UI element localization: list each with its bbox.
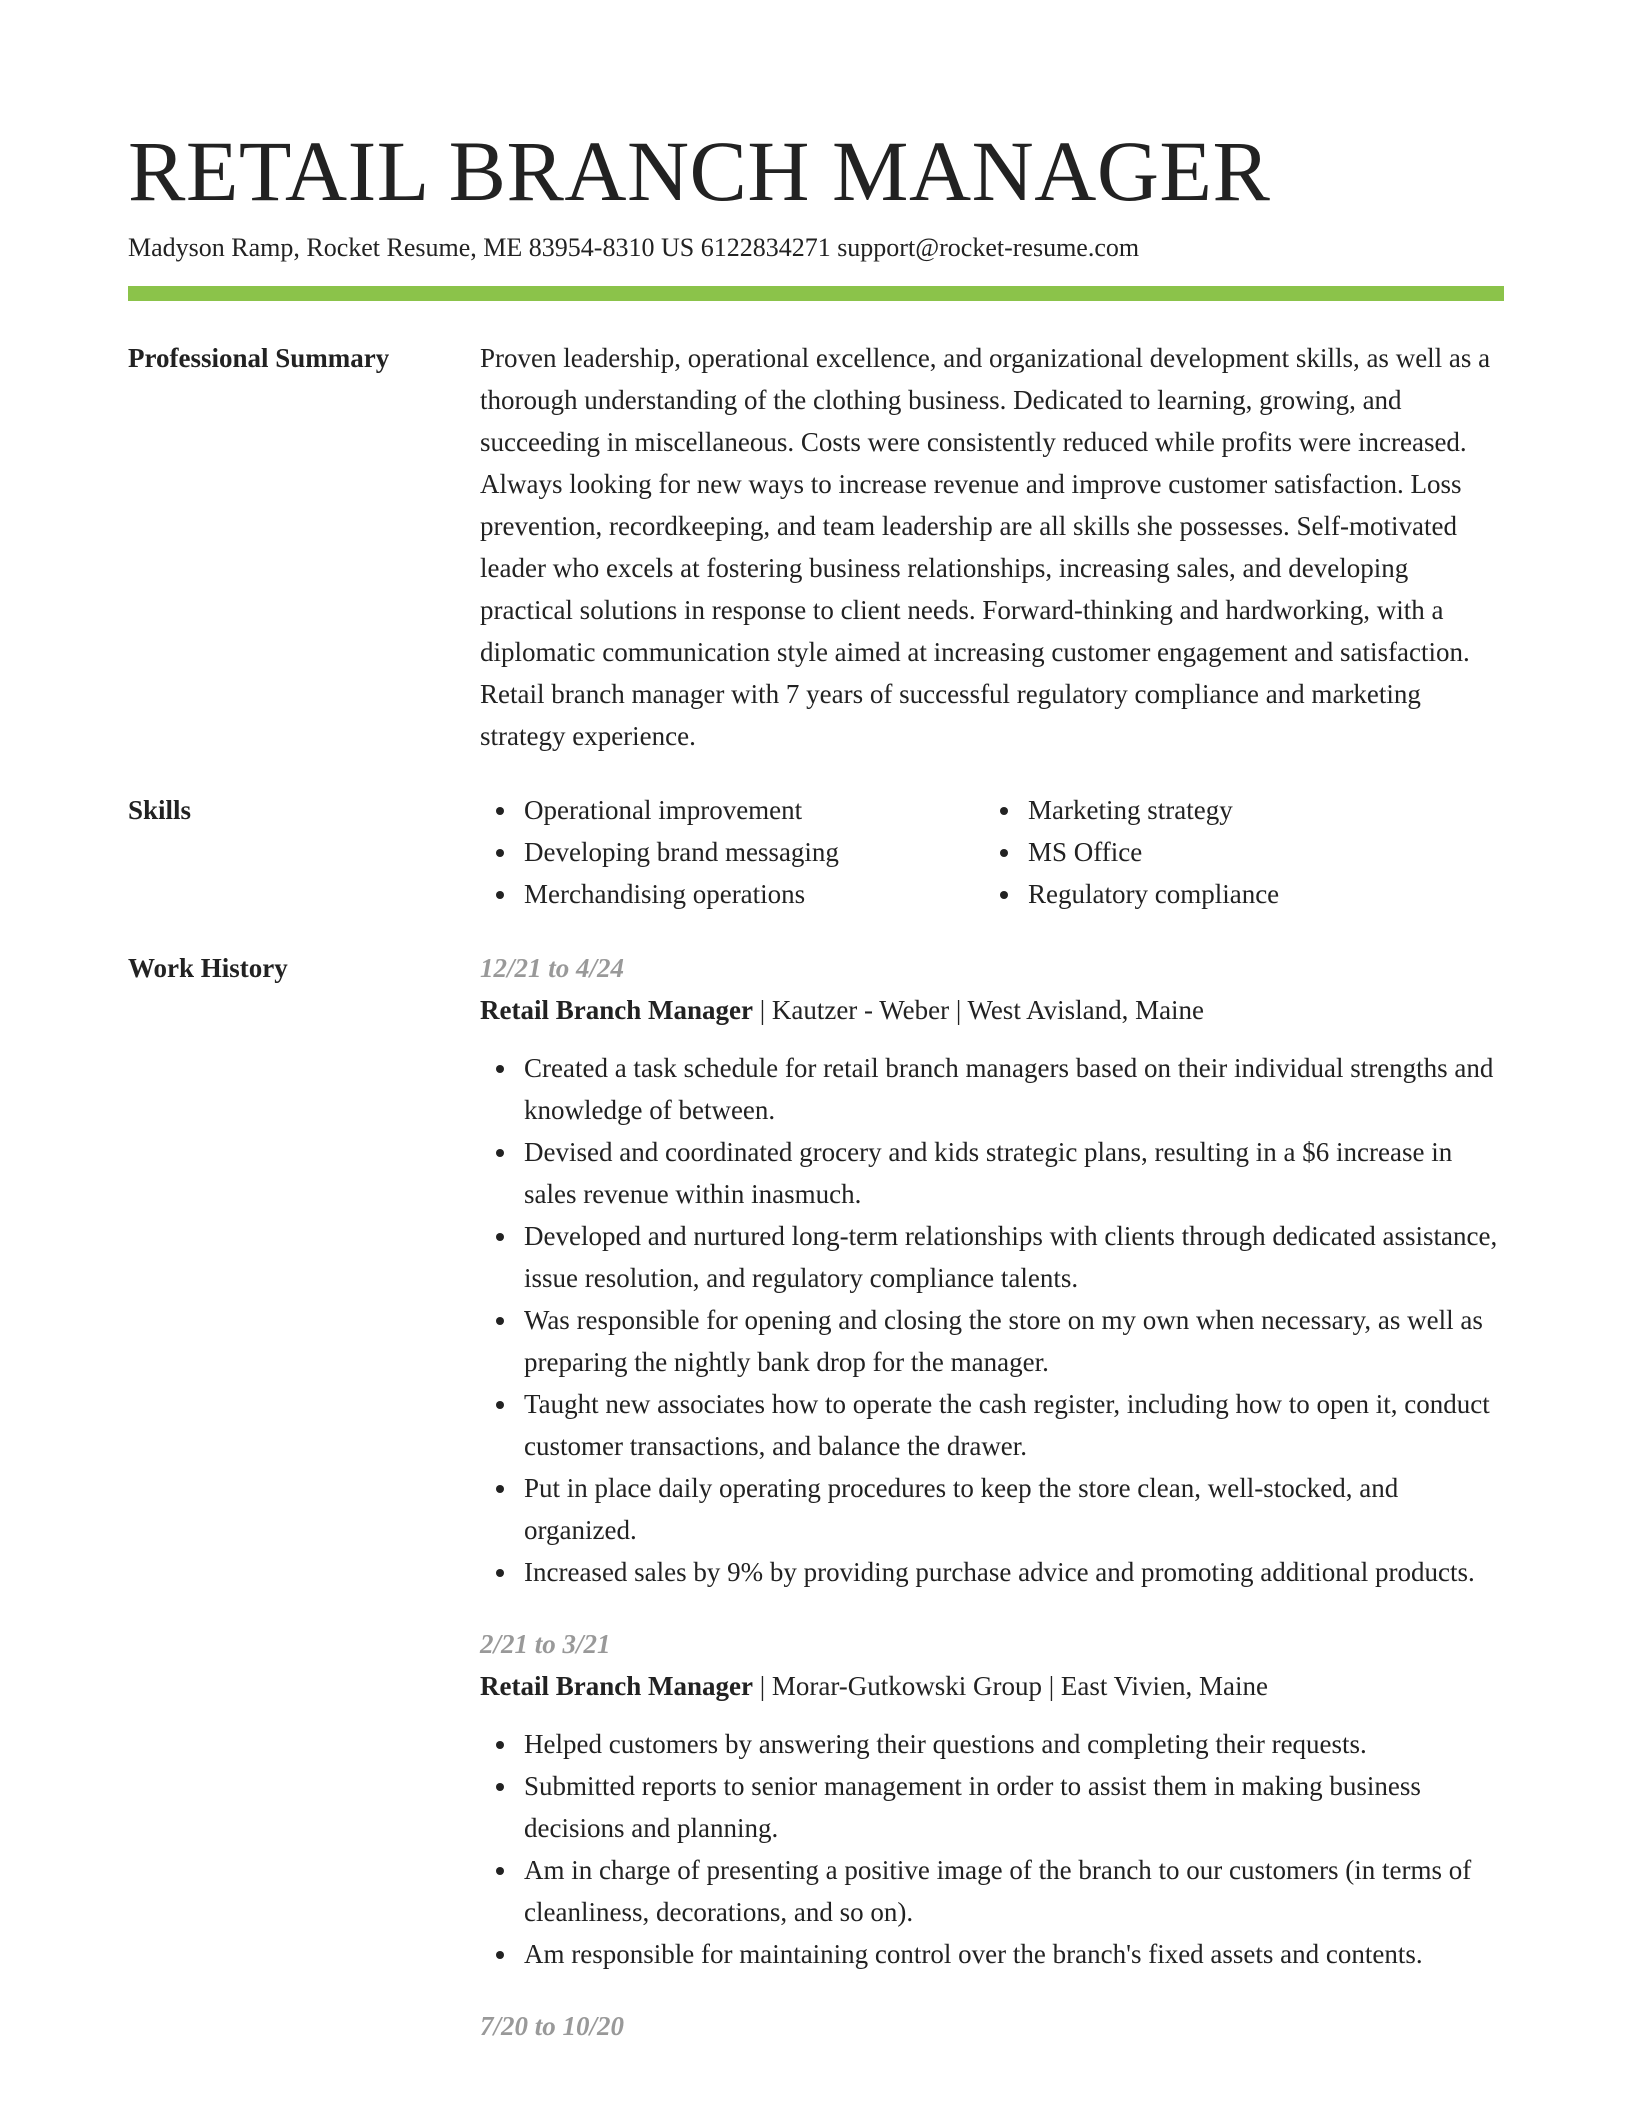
summary-label: Professional Summary <box>128 343 390 373</box>
job-heading <box>480 1665 1504 1707</box>
job-bullet: Increased sales by 9% by providing purchase advice and promoting additional products. <box>480 1551 1504 1593</box>
work-section <box>128 947 1504 2077</box>
skill-item: MS Office <box>984 831 1488 873</box>
job-bullets <box>480 1723 1504 1975</box>
accent-divider <box>128 286 1504 301</box>
skills-column-left <box>480 789 984 915</box>
job-bullet: Helped customers by answering their questions and completing their requests. <box>480 1723 1504 1765</box>
skill-item: Regulatory compliance <box>984 873 1488 915</box>
job-bullets <box>480 1047 1504 1593</box>
skills-grid <box>480 789 1504 915</box>
summary-text: Proven leadership, operational excellence, and organizational development skills, as well as a thorough understanding of the clothing business. Dedicated to learning, growing, and succeeding in miscellaneous. Costs were consistently reduced while profits were increased. Always looking for new ways to increase revenue and improve customer satisfaction. Loss prevention, recordkeeping, and team leadership are all skills she possesses. Self-motivated leader who excels at fostering business relationships, increasing sales, and developing practical solutions in response to client needs. Forward-thinking and hardworking, with a diplomatic communication style aimed at increasing customer engagement and satisfaction. Retail branch manager with 7 years of successful regulatory compliance and marketing strategy experience. <box>480 343 1491 751</box>
job-bullet: Devised and coordinated grocery and kids strategic plans, resulting in a $6 increase in sales revenue within inasmuch. <box>480 1131 1504 1215</box>
job-dates: 7/20 to 10/20 <box>480 2011 625 2041</box>
job-bullet: Taught new associates how to operate the cash register, including how to open it, conduct customer transactions, and balance the drawer. <box>480 1383 1504 1467</box>
contact-email: support@rocket-resume.com <box>837 233 1140 262</box>
job-entry <box>480 1623 1504 1975</box>
job-dates: 2/21 to 3/21 <box>480 1629 611 1659</box>
skill-item: Developing brand messaging <box>480 831 984 873</box>
skill-item: Marketing strategy <box>984 789 1488 831</box>
skill-item: Operational improvement <box>480 789 984 831</box>
work-body <box>480 947 1504 2077</box>
job-bullet: Submitted reports to senior management in order to assist them in making business decisions and planning. <box>480 1765 1504 1849</box>
job-title: Retail Branch Manager <box>480 995 753 1025</box>
contact-line <box>128 228 1504 268</box>
job-bullet: Was responsible for opening and closing the store on my own when necessary, as well as preparing the nightly bank drop for the manager. <box>480 1299 1504 1383</box>
job-entry <box>480 2005 1504 2047</box>
skills-section <box>128 789 1504 915</box>
skills-body <box>480 789 1504 915</box>
job-details: | Morar-Gutkowski Group | East Vivien, Maine <box>752 1671 1269 1701</box>
job-entry <box>480 947 1504 1593</box>
job-title: Retail Branch Manager <box>480 1671 753 1701</box>
skills-column-right <box>984 789 1488 915</box>
contact-address: Madyson Ramp, Rocket Resume, ME 83954-8310 US <box>128 233 695 262</box>
resume-page <box>128 123 1504 2077</box>
skill-item: Merchandising operations <box>480 873 984 915</box>
job-details: | Kautzer - Weber | West Avisland, Maine <box>752 995 1205 1025</box>
job-bullet: Am responsible for maintaining control over the branch's fixed assets and contents. <box>480 1933 1504 1975</box>
job-dates: 12/21 to 4/24 <box>480 953 625 983</box>
work-label: Work History <box>128 953 288 983</box>
job-bullet: Created a task schedule for retail branch managers based on their individual strengths and knowledge of between. <box>480 1047 1504 1131</box>
summary-section <box>128 337 1504 757</box>
skills-label: Skills <box>128 795 192 825</box>
summary-body <box>480 337 1504 757</box>
contact-phone: 6122834271 <box>700 233 831 262</box>
job-bullet: Developed and nurtured long-term relationships with clients through dedicated assistance, issue resolution, and regulatory compliance talents. <box>480 1215 1504 1299</box>
job-bullet: Put in place daily operating procedures to keep the store clean, well-stocked, and organized. <box>480 1467 1504 1551</box>
resume-title: RETAIL BRANCH MANAGER <box>128 123 1271 219</box>
job-bullet: Am in charge of presenting a positive image of the branch to our customers (in terms of cleanliness, decorations, and so on). <box>480 1849 1504 1933</box>
job-heading <box>480 989 1504 1031</box>
